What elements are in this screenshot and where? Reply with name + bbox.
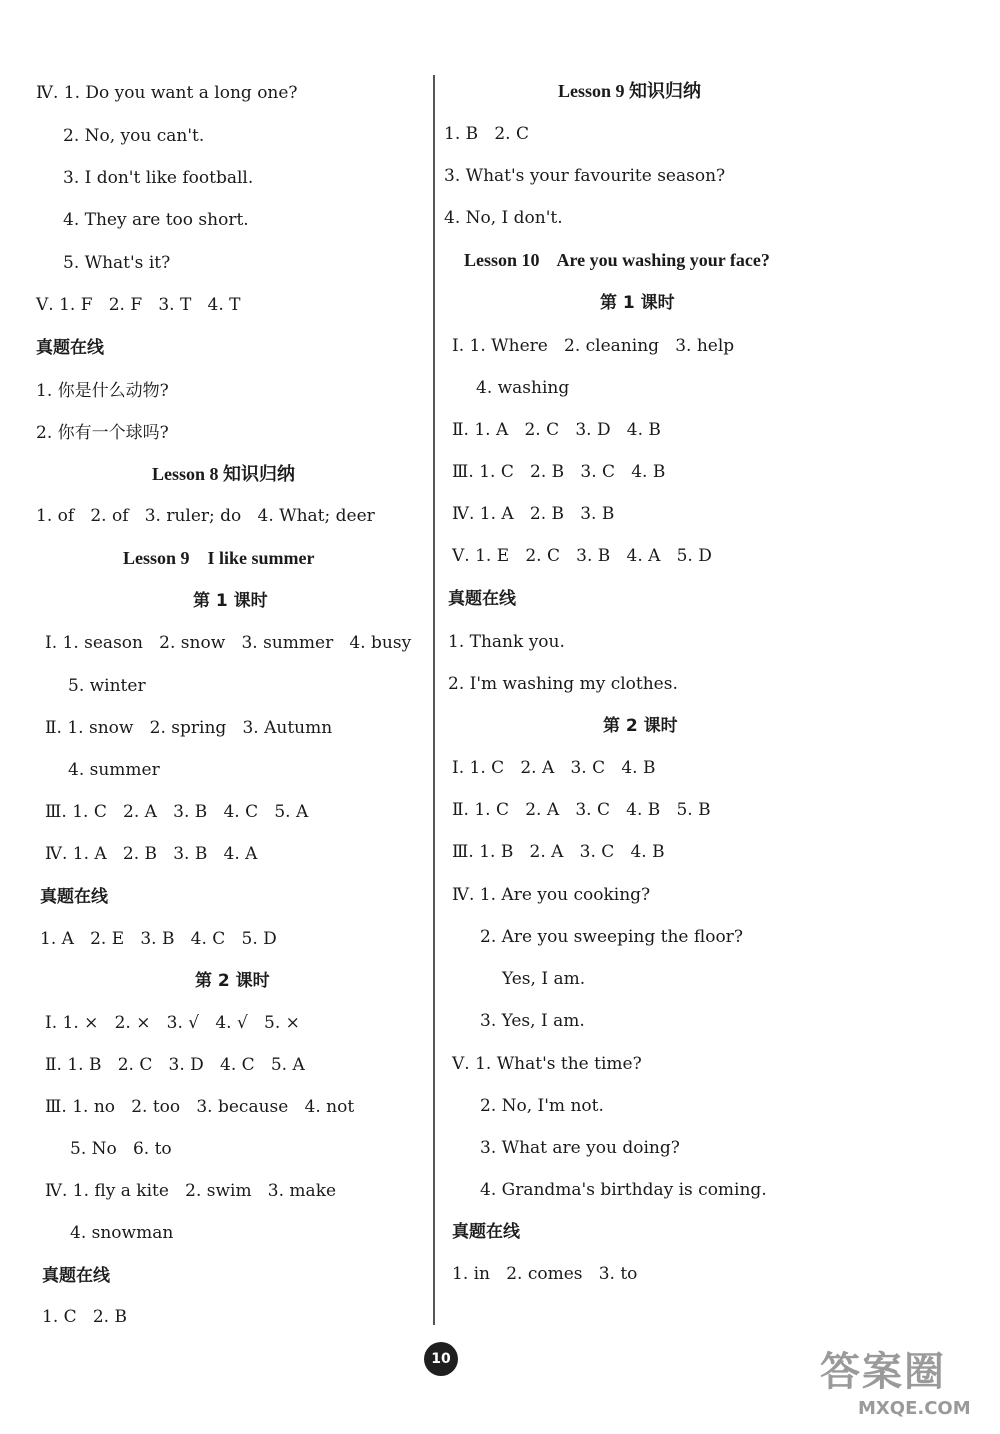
answer-line: Ⅴ. 1. What's the time? <box>452 1054 642 1074</box>
answer-line: Ⅱ. 1. snow 2. spring 3. Autumn <box>45 718 333 738</box>
section-heading: 真题在线 <box>40 887 108 907</box>
answer-line: Ⅰ. 1. × 2. × 3. √ 4. √ 5. × <box>45 1013 300 1033</box>
answer-line: 4. No, I don't. <box>444 208 563 228</box>
answer-line: Ⅰ. 1. season 2. snow 3. summer 4. busy <box>45 633 412 653</box>
watermark-text: 答案圈 <box>820 1349 946 1395</box>
answer-line: 4. washing <box>476 378 570 398</box>
answer-line: 2. 你有一个球吗? <box>36 423 169 443</box>
watermark-logo <box>820 1340 990 1430</box>
lesson-title: Lesson 9 知识归纳 <box>558 81 702 101</box>
answer-line: 1. A 2. E 3. B 4. C 5. D <box>40 929 277 949</box>
column-divider <box>433 75 435 1325</box>
answer-line: 2. No, I'm not. <box>480 1096 604 1116</box>
answer-line: 2. I'm washing my clothes. <box>448 674 678 694</box>
answer-line: Ⅱ. 1. C 2. A 3. C 4. B 5. B <box>452 800 711 820</box>
answer-line: Ⅱ. 1. B 2. C 3. D 4. C 5. A <box>45 1055 305 1075</box>
answer-line: Ⅲ. 1. C 2. A 3. B 4. C 5. A <box>45 802 309 822</box>
answer-line: 1. B 2. C <box>444 124 529 144</box>
answer-line: 1. of 2. of 3. ruler; do 4. What; deer <box>36 506 375 526</box>
answer-line: Ⅳ. 1. Are you cooking? <box>452 885 651 905</box>
page-number-badge: 10 <box>424 1342 458 1376</box>
answer-line: 1. 你是什么动物? <box>36 381 169 401</box>
answer-line: 2. No, you can't. <box>63 126 205 146</box>
answer-line: 1. Thank you. <box>448 632 565 652</box>
period-heading: 第 2 课时 <box>195 971 270 991</box>
period-heading: 第 2 课时 <box>603 716 678 736</box>
answer-line: 5. No 6. to <box>70 1139 172 1159</box>
answer-line: 3. Yes, I am. <box>480 1011 585 1031</box>
section-heading: 真题在线 <box>452 1222 520 1242</box>
answer-line: Ⅰ. 1. C 2. A 3. C 4. B <box>452 758 656 778</box>
answer-line: Ⅳ. 1. A 2. B 3. B <box>452 504 615 524</box>
answer-line: 1. in 2. comes 3. to <box>452 1264 638 1284</box>
answer-line: Ⅴ. 1. E 2. C 3. B 4. A 5. D <box>452 546 712 566</box>
answer-line: Ⅲ. 1. B 2. A 3. C 4. B <box>452 842 665 862</box>
answer-line: 4. snowman <box>70 1223 174 1243</box>
answer-line: Ⅴ. 1. F 2. F 3. T 4. T <box>36 295 241 315</box>
period-heading: 第 1 课时 <box>193 591 268 611</box>
answer-line: Ⅳ. 1. Do you want a long one? <box>36 83 298 103</box>
answer-line: 4. They are too short. <box>63 210 249 230</box>
answer-line: Ⅲ. 1. no 2. too 3. because 4. not <box>45 1097 355 1117</box>
answer-line: 5. What's it? <box>63 253 171 273</box>
lesson-title: Lesson 8 知识归纳 <box>152 464 296 484</box>
answer-line: 3. What are you doing? <box>480 1138 680 1158</box>
answer-line: Ⅲ. 1. C 2. B 3. C 4. B <box>452 462 666 482</box>
lesson-title: Lesson 9 I like summer <box>123 548 315 568</box>
section-heading: 真题在线 <box>36 338 104 358</box>
answer-line: 3. I don't like football. <box>63 168 254 188</box>
answer-line: Ⅱ. 1. A 2. C 3. D 4. B <box>452 420 661 440</box>
answer-line: Ⅳ. 1. A 2. B 3. B 4. A <box>45 844 258 864</box>
answer-line: Yes, I am. <box>502 969 586 989</box>
lesson-title: Lesson 10 Are you washing your face? <box>464 250 770 270</box>
section-heading: 真题在线 <box>448 589 516 609</box>
period-heading: 第 1 课时 <box>600 293 675 313</box>
answer-line: 2. Are you sweeping the floor? <box>480 927 743 947</box>
answer-line: 1. C 2. B <box>42 1307 127 1327</box>
answer-line: Ⅰ. 1. Where 2. cleaning 3. help <box>452 336 735 356</box>
section-heading: 真题在线 <box>42 1266 110 1286</box>
answer-line: 5. winter <box>68 676 146 696</box>
answer-line: 4. Grandma's birthday is coming. <box>480 1180 767 1200</box>
answer-line: 3. What's your favourite season? <box>444 166 726 186</box>
answer-line: Ⅳ. 1. fly a kite 2. swim 3. make <box>45 1181 337 1201</box>
watermark-url: MXQE.COM <box>858 1398 971 1419</box>
answer-line: 4. summer <box>68 760 160 780</box>
